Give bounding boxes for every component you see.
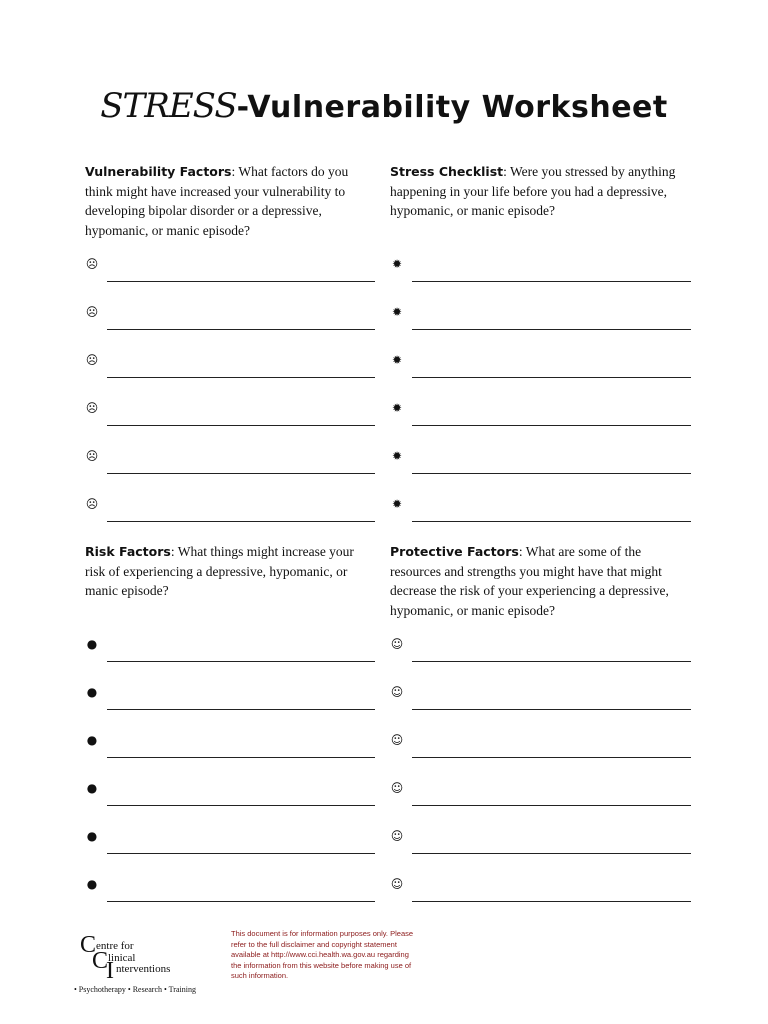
stress-heading: Stress Checklist [390, 164, 504, 179]
logo-i: I [106, 958, 114, 984]
stress-answer-line[interactable] [412, 425, 691, 426]
smiley-face-icon: ☺ [390, 685, 404, 699]
stress-intro [390, 162, 691, 221]
risk-entry-row [85, 829, 375, 859]
protective-answer-line[interactable] [412, 661, 691, 662]
protective-heading: Protective Factors [390, 544, 519, 559]
risk-entry-row [85, 685, 375, 715]
smiley-face-icon: ☺ [390, 637, 404, 651]
protective-entry-row [390, 733, 691, 763]
vulnerability-entry-row [85, 257, 375, 287]
vulnerability-intro [85, 162, 375, 240]
smiley-face-icon: ☺ [390, 733, 404, 747]
logo-nterventions: nterventions [116, 963, 171, 975]
vulnerability-entry-row [85, 401, 375, 431]
vulnerability-heading: Vulnerability Factors [85, 164, 232, 179]
risk-section [85, 542, 375, 891]
protective-answer-line[interactable] [412, 853, 691, 854]
stress-answer-line[interactable] [412, 473, 691, 474]
vulnerability-entry-row [85, 497, 375, 527]
vulnerability-answer-line[interactable] [107, 425, 375, 426]
protective-answer-line[interactable] [412, 709, 691, 710]
vulnerability-answer-line[interactable] [107, 329, 375, 330]
vulnerability-answer-line[interactable] [107, 521, 375, 522]
lightning-burst-icon: ✹ [391, 257, 403, 271]
risk-heading: Risk Factors [85, 544, 171, 559]
protective-text: : What are some of the resources and strengths you might have that might decrease the risk of your experiencing a depressive, hypomanic, or manic episode? [390, 544, 669, 618]
smiley-face-icon: ☺ [390, 829, 404, 843]
vulnerability-answer-line[interactable] [107, 377, 375, 378]
stress-entry-row [390, 305, 691, 335]
risk-answer-line[interactable] [107, 805, 375, 806]
bomb-icon: ● [86, 781, 98, 795]
page-title [0, 86, 768, 126]
lightning-burst-icon: ✹ [391, 305, 403, 319]
sad-face-icon: ☹ [85, 305, 99, 319]
bomb-icon: ● [86, 829, 98, 843]
stress-answer-line[interactable] [412, 377, 691, 378]
sad-face-icon: ☹ [85, 401, 99, 415]
protective-answer-line[interactable] [412, 805, 691, 806]
lightning-burst-icon: ✹ [391, 401, 403, 415]
logo-c2: C [92, 948, 109, 974]
protective-answer-line[interactable] [412, 901, 691, 902]
bomb-icon: ● [86, 637, 98, 651]
risk-entry-row [85, 877, 375, 907]
vulnerability-text: : What factors do you think might have increased your vulnerability to developing bipolar disorder or a depressive, hypomanic, or manic episode? [85, 164, 349, 238]
stress-text: : Were you stressed by anything happening in your life before you had a depressive, hypomanic, or manic episode? [390, 164, 676, 218]
logo-tagline: • Psychotherapy • Research • Training [74, 985, 196, 994]
stress-entry-row [390, 401, 691, 431]
risk-intro [85, 542, 375, 601]
sad-face-icon: ☹ [85, 353, 99, 367]
bomb-icon: ● [86, 877, 98, 891]
vulnerability-section [85, 162, 375, 511]
sad-face-icon: ☹ [85, 449, 99, 463]
protective-entry-row [390, 829, 691, 859]
title-rest: -Vulnerability Worksheet [236, 90, 668, 125]
sad-face-icon: ☹ [85, 497, 99, 511]
bomb-icon: ● [86, 685, 98, 699]
stress-section [390, 162, 691, 511]
risk-answer-line[interactable] [107, 757, 375, 758]
smiley-face-icon: ☺ [390, 877, 404, 891]
title-stress: STRESS [100, 86, 237, 126]
disclaimer-text: This document is for information purposes only. Please refer to the full disclaimer and copyright statement available at http://www.cci.health.wa.gov.au regarding the information from this website before making use of such information. [231, 929, 414, 981]
sad-face-icon: ☹ [85, 257, 99, 271]
vulnerability-entry-row [85, 305, 375, 335]
stress-answer-line[interactable] [412, 521, 691, 522]
lightning-burst-icon: ✹ [391, 497, 403, 511]
risk-entry-row [85, 637, 375, 667]
protective-entry-row [390, 877, 691, 907]
lightning-burst-icon: ✹ [391, 353, 403, 367]
risk-answer-line[interactable] [107, 661, 375, 662]
risk-text: : What things might increase your risk of experiencing a depressive, hypomanic, or manic episode? [85, 544, 354, 598]
risk-answer-line[interactable] [107, 853, 375, 854]
stress-entry-row [390, 449, 691, 479]
smiley-face-icon: ☺ [390, 781, 404, 795]
logo-c1: C [80, 932, 97, 958]
stress-answer-line[interactable] [412, 281, 691, 282]
logo-entre: entre for [96, 940, 134, 952]
protective-entry-row [390, 781, 691, 811]
risk-entry-row [85, 733, 375, 763]
protective-intro [390, 542, 691, 620]
risk-entry-row [85, 781, 375, 811]
stress-entry-row [390, 257, 691, 287]
stress-answer-line[interactable] [412, 329, 691, 330]
protective-entry-row [390, 637, 691, 667]
cci-logo [74, 932, 208, 995]
stress-entry-row [390, 497, 691, 527]
protective-section [390, 542, 691, 891]
vulnerability-entry-row [85, 353, 375, 383]
protective-entry-row [390, 685, 691, 715]
protective-answer-line[interactable] [412, 757, 691, 758]
vulnerability-answer-line[interactable] [107, 281, 375, 282]
bomb-icon: ● [86, 733, 98, 747]
logo-linical: linical [108, 952, 136, 964]
vulnerability-answer-line[interactable] [107, 473, 375, 474]
vulnerability-entry-row [85, 449, 375, 479]
lightning-burst-icon: ✹ [391, 449, 403, 463]
risk-answer-line[interactable] [107, 901, 375, 902]
stress-entry-row [390, 353, 691, 383]
risk-answer-line[interactable] [107, 709, 375, 710]
